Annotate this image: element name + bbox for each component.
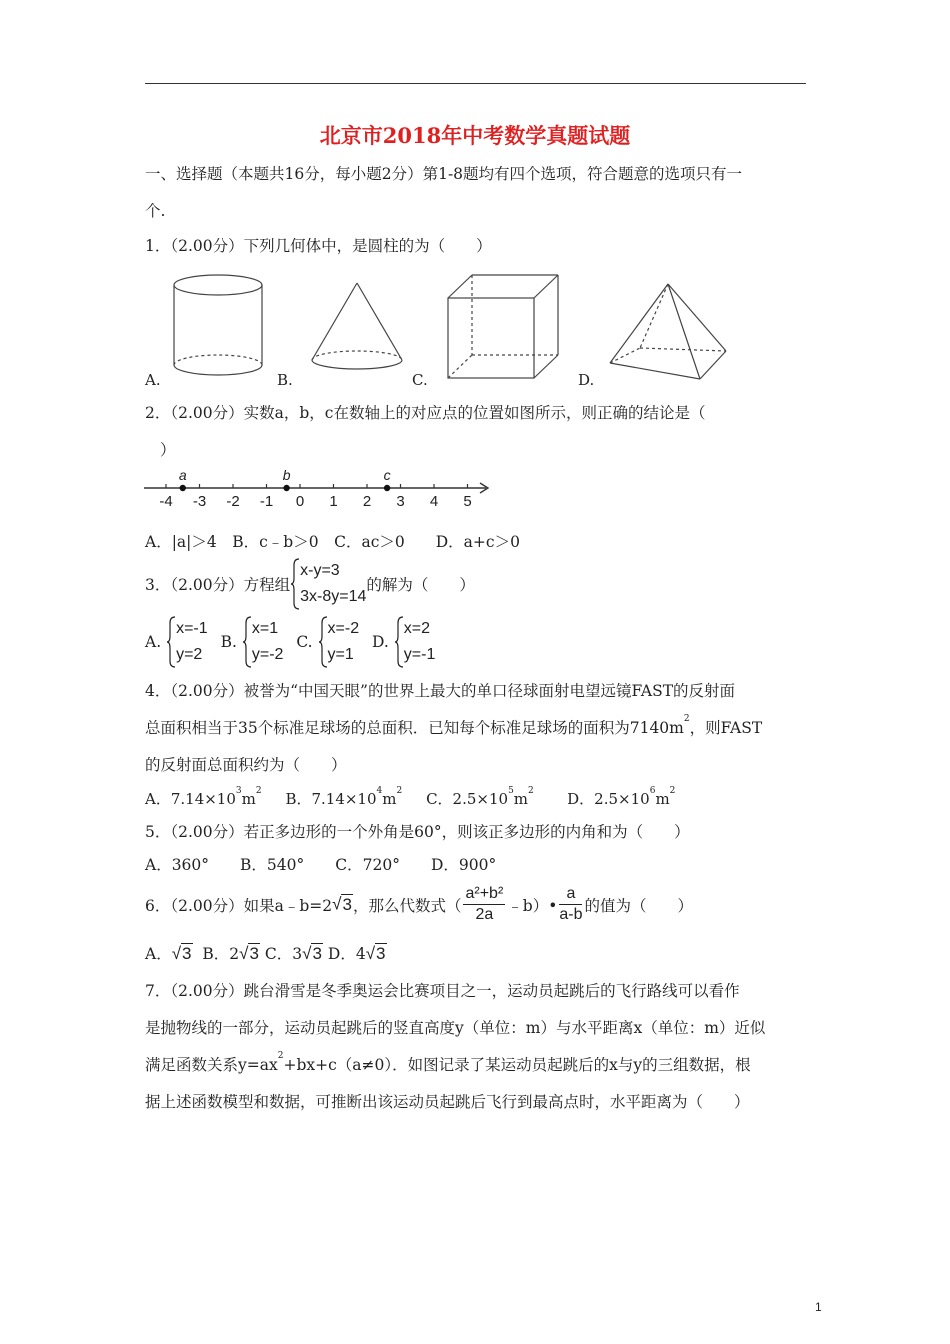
cone-icon bbox=[312, 283, 402, 369]
q6-part2: ，那么代数式（ bbox=[352, 896, 462, 915]
q7-stem-line2: 是抛物线的一部分，运动员起跳后的竖直高度y（单位：m）与水平距离x（单位：m）近似 bbox=[145, 1019, 766, 1037]
q3-d-row2: y=-1 bbox=[403, 646, 436, 663]
q2-stem: 2．（2.00分）实数a，b，c在数轴上的对应点的位置如图所示，则正确的结论是（ bbox=[145, 404, 706, 422]
q3-eq1: x-y=3 bbox=[300, 562, 340, 579]
number-line-tick-label: 5 bbox=[463, 493, 472, 510]
q5-options: A．360° B．540° C．720° D．900° bbox=[145, 856, 497, 874]
q7-stem-line3: 满足函数关系$y=ax^2+bx+c(a\ne 0)$．如图记录了某运动员起跳后的x与y的三组数据，根 bbox=[145, 1051, 751, 1074]
left-brace-icon bbox=[394, 616, 404, 668]
q1-option-c: C. bbox=[412, 371, 428, 389]
q3-b-row2: y=-2 bbox=[251, 646, 284, 663]
header-rule bbox=[145, 83, 806, 84]
number-line-tick-label: 0 bbox=[295, 493, 305, 510]
q1-option-b: B. bbox=[277, 371, 293, 389]
q6-option-b: B．2√3 bbox=[202, 944, 259, 963]
q4-stem-line1: 4．（2.00分）被誉为“中国天眼”的世界上最大的单口径球面射电望远镜FAST的反射面 bbox=[145, 682, 736, 700]
q4-stem-line3: 的反射面总面积约为（ ） bbox=[145, 756, 347, 774]
q3-a-row1: x=-1 bbox=[176, 620, 208, 637]
page-title: 北京市2018年中考数学真题试题 bbox=[319, 123, 631, 148]
q4-line2-sup: 2 bbox=[683, 714, 690, 724]
number-line-point-c bbox=[384, 485, 390, 491]
q3-stem-before: 3．（2.00分）方程组 bbox=[145, 576, 291, 594]
q6-option-d: D．4√3 bbox=[327, 944, 386, 963]
q3-equation-system bbox=[290, 558, 366, 610]
page-number: 1 bbox=[815, 1300, 822, 1314]
number-line-tick-label: 2 bbox=[362, 493, 372, 510]
q4-option-a: A．$7.14\times 10^3m^2$ bbox=[145, 786, 262, 808]
q7-stem-line4: 据上述函数模型和数据，可推断出该运动员起跳后飞行到最高点时，水平距离为（ ） bbox=[145, 1093, 750, 1111]
q4-stem-line2 bbox=[145, 716, 762, 738]
q6-part3: ﹣b）• bbox=[507, 896, 558, 915]
number-line-tick-label: -2 bbox=[226, 493, 240, 510]
q6-part4: 的值为（ ） bbox=[584, 896, 693, 915]
q3-stem bbox=[145, 558, 475, 610]
q3-option-c-label: C. bbox=[296, 633, 313, 651]
number-line-point-label: b bbox=[282, 467, 291, 483]
q1-stem: 1．（2.00分）下列几何体中，是圆柱的为（ ） bbox=[145, 237, 492, 255]
q3-option-b bbox=[242, 616, 284, 668]
pyramid-icon bbox=[610, 284, 726, 379]
left-brace-icon bbox=[318, 616, 328, 668]
q3-c-row1: x=-2 bbox=[327, 620, 360, 637]
q6-fraction-1: $\frac{\text{a²+b²}}{2a}$ bbox=[465, 885, 504, 923]
number-line-point-a bbox=[180, 485, 186, 491]
q3-option-b-label: B. bbox=[220, 633, 237, 651]
q6-stem bbox=[145, 884, 693, 925]
q3-b-row1: x=1 bbox=[251, 620, 279, 637]
q6-part1: 6．（2.00分）如果a﹣b=2 bbox=[145, 896, 333, 915]
number-line-point-label: a bbox=[178, 467, 187, 483]
number-line-tick-label: -1 bbox=[259, 493, 274, 510]
q3-option-a bbox=[166, 616, 208, 668]
q6-options bbox=[145, 942, 387, 964]
number-line-tick-label: 1 bbox=[329, 493, 338, 510]
q3-stem-after: 的解为（ ） bbox=[366, 576, 475, 594]
q4-line2-text: 总面积相当于35个标准足球场的总面积．已知每个标准足球场的面积为7140m bbox=[145, 719, 684, 737]
q6-option-c: C．3√3 bbox=[264, 944, 322, 963]
q6-fraction-2: $\frac{a}{a-b}$ bbox=[559, 885, 583, 923]
q3-option-d bbox=[394, 616, 436, 668]
q4-line2-tail: ，则FAST bbox=[689, 719, 763, 737]
left-brace-icon bbox=[290, 558, 300, 610]
cube-icon bbox=[448, 275, 558, 378]
q6-option-a: A．√3 bbox=[145, 944, 192, 963]
q3-option-d-label: D. bbox=[372, 633, 389, 651]
number-line-tick-label: -4 bbox=[159, 493, 173, 510]
q3-options bbox=[145, 616, 435, 668]
q3-a-row2: y=2 bbox=[176, 646, 203, 663]
q7-stem-line1: 7．（2.00分）跳台滑雪是冬季奥运会比赛项目之一，运动员起跳后的飞行路线可以看作 bbox=[145, 982, 740, 1000]
section-heading: 一、选择题（本题共16分，每小题2分）第1-8题均有四个选项，符合题意的选项只有一 bbox=[145, 165, 743, 183]
q1-figures bbox=[140, 268, 740, 388]
q6-sqrt: √3 bbox=[332, 894, 352, 914]
q3-c-row2: y=1 bbox=[327, 646, 354, 663]
q4-options bbox=[145, 788, 675, 809]
q5-stem: 5．（2.00分）若正多边形的一个外角是60°，则该正多边形的内角和为（ ） bbox=[145, 823, 690, 841]
cylinder-icon bbox=[174, 275, 262, 375]
number-line-point-label: c bbox=[383, 467, 391, 483]
left-brace-icon bbox=[242, 616, 252, 668]
q4-option-b: B．$7.14\times 10^4m^2$ bbox=[285, 786, 403, 808]
number-line bbox=[140, 464, 495, 514]
q4-option-d: D．$2.5\times 10^6m^2$ bbox=[567, 786, 676, 808]
left-brace-icon bbox=[166, 616, 176, 668]
q3-option-c bbox=[318, 616, 360, 668]
q2-stem-cont: ） bbox=[160, 441, 176, 459]
q4-option-c: C．$2.5\times 10^5m^2$ bbox=[426, 786, 534, 808]
number-line-tick-label: 3 bbox=[396, 493, 405, 510]
q3-d-row1: x=2 bbox=[403, 620, 431, 637]
section-heading-cont: 个. bbox=[145, 202, 166, 220]
q1-option-a: A. bbox=[145, 371, 161, 389]
q3-option-a-label: A. bbox=[145, 633, 162, 651]
q3-eq2: 3x-8y=14 bbox=[300, 588, 367, 605]
number-line-tick-label: 4 bbox=[429, 493, 439, 510]
q1-option-d: D. bbox=[578, 371, 595, 389]
number-line-point-b bbox=[283, 485, 289, 491]
q2-options: A．|a|＞4 B．c﹣b＞0 C．ac＞0 D．a+c＞0 bbox=[145, 533, 520, 551]
number-line-tick-label: -3 bbox=[192, 493, 207, 510]
